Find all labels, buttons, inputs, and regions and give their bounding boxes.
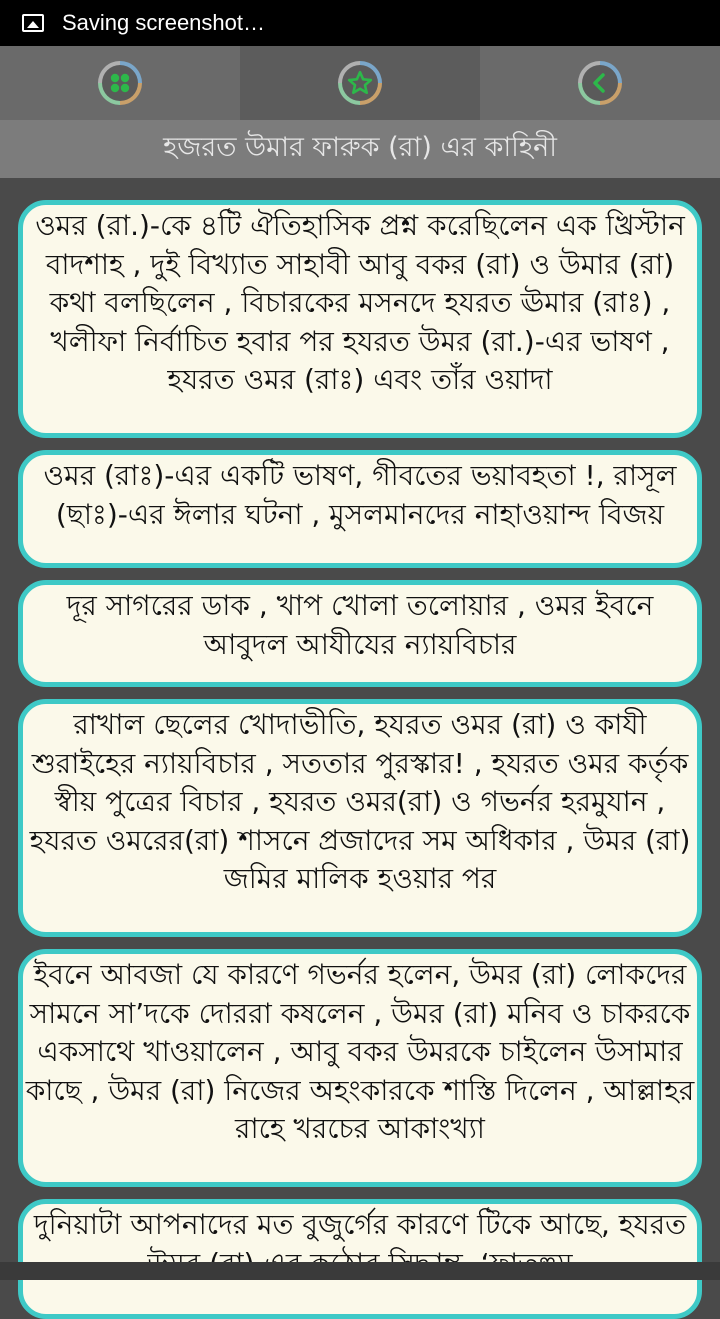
- toolbar: [0, 46, 720, 120]
- back-arrow-icon: [578, 61, 622, 105]
- bottom-edge: [0, 1262, 720, 1280]
- list-item[interactable]: দূর সাগরের ডাক , খাপ খোলা তলোয়ার , ওমর ইবনে আবুদল আযীযের ন্যায়বিচার: [18, 580, 702, 687]
- page-title: হজরত উমার ফারুক (রা) এর কাহিনী: [0, 120, 720, 178]
- status-text: Saving screenshot…: [62, 10, 265, 35]
- favorite-button[interactable]: [240, 46, 480, 120]
- list-item[interactable]: ওমর (রাঃ)-এর একটি ভাষণ, গীবতের ভয়াবহতা !, রাসূল (ছাঃ)-এর ঈলার ঘটনা , মুসলমানদের নাহাওয়ান্দ বিজয়: [18, 450, 702, 568]
- star-icon: [338, 61, 382, 105]
- list-item[interactable]: ইবনে আবজা যে কারণে গভর্নর হলেন, উমর (রা) লোকদের সামনে সা’দকে দোররা কষলেন , উমর (রা) মনিব ও চাকরকে একসাথে খাওয়ালেন , আবু বকর উমরকে চাইলেন উসামার কাছে , উমর (রা) নিজের অহংকারকে শাস্তি দিলেন , আল্লাহর রাহে খরচের আকাংখ্যা: [18, 949, 702, 1187]
- menu-grid-button[interactable]: [0, 46, 240, 120]
- list-item[interactable]: দুনিয়াটা আপনাদের মত বুজুর্গের কারণে টিকে আছে, হযরত: [18, 1199, 702, 1319]
- image-icon: [22, 14, 44, 32]
- story-list: [0, 200, 720, 1262]
- list-item[interactable]: রাখাল ছেলের খোদাভীতি, হযরত ওমর (রা) ও কাযী শুরাইহের ন্যায়বিচার , সততার পুরস্কার! , হযরত ওমর কর্তৃক স্বীয় পুত্রের বিচার , হযরত ওমর(রা) ও গভর্নর হরমুযান , হযরত ওমরের(রা) শাসনে প্রজাদের সম অধিকার , উমর (রা) জমির মালিক হওয়ার পর: [18, 699, 702, 937]
- status-bar: [0, 0, 720, 46]
- grid-icon: [98, 61, 142, 105]
- back-button[interactable]: [480, 46, 720, 120]
- list-item[interactable]: ওমর (রা.)-কে ৪টি ঐতিহাসিক প্রশ্ন করেছিলেন এক খ্রিস্টান বাদশাহ , দুই বিখ্যাত সাহাবী আবু বকর (রা) ও উমার (রা) কথা বলছিলেন , বিচারকের মসনদে হযরত ঊমার (রাঃ) , খলীফা নির্বাচিত হবার পর হযরত উমর (রা.)-এর ভাষণ , হযরত ওমর (রাঃ) এবং তাঁর ওয়াদা: [18, 200, 702, 438]
